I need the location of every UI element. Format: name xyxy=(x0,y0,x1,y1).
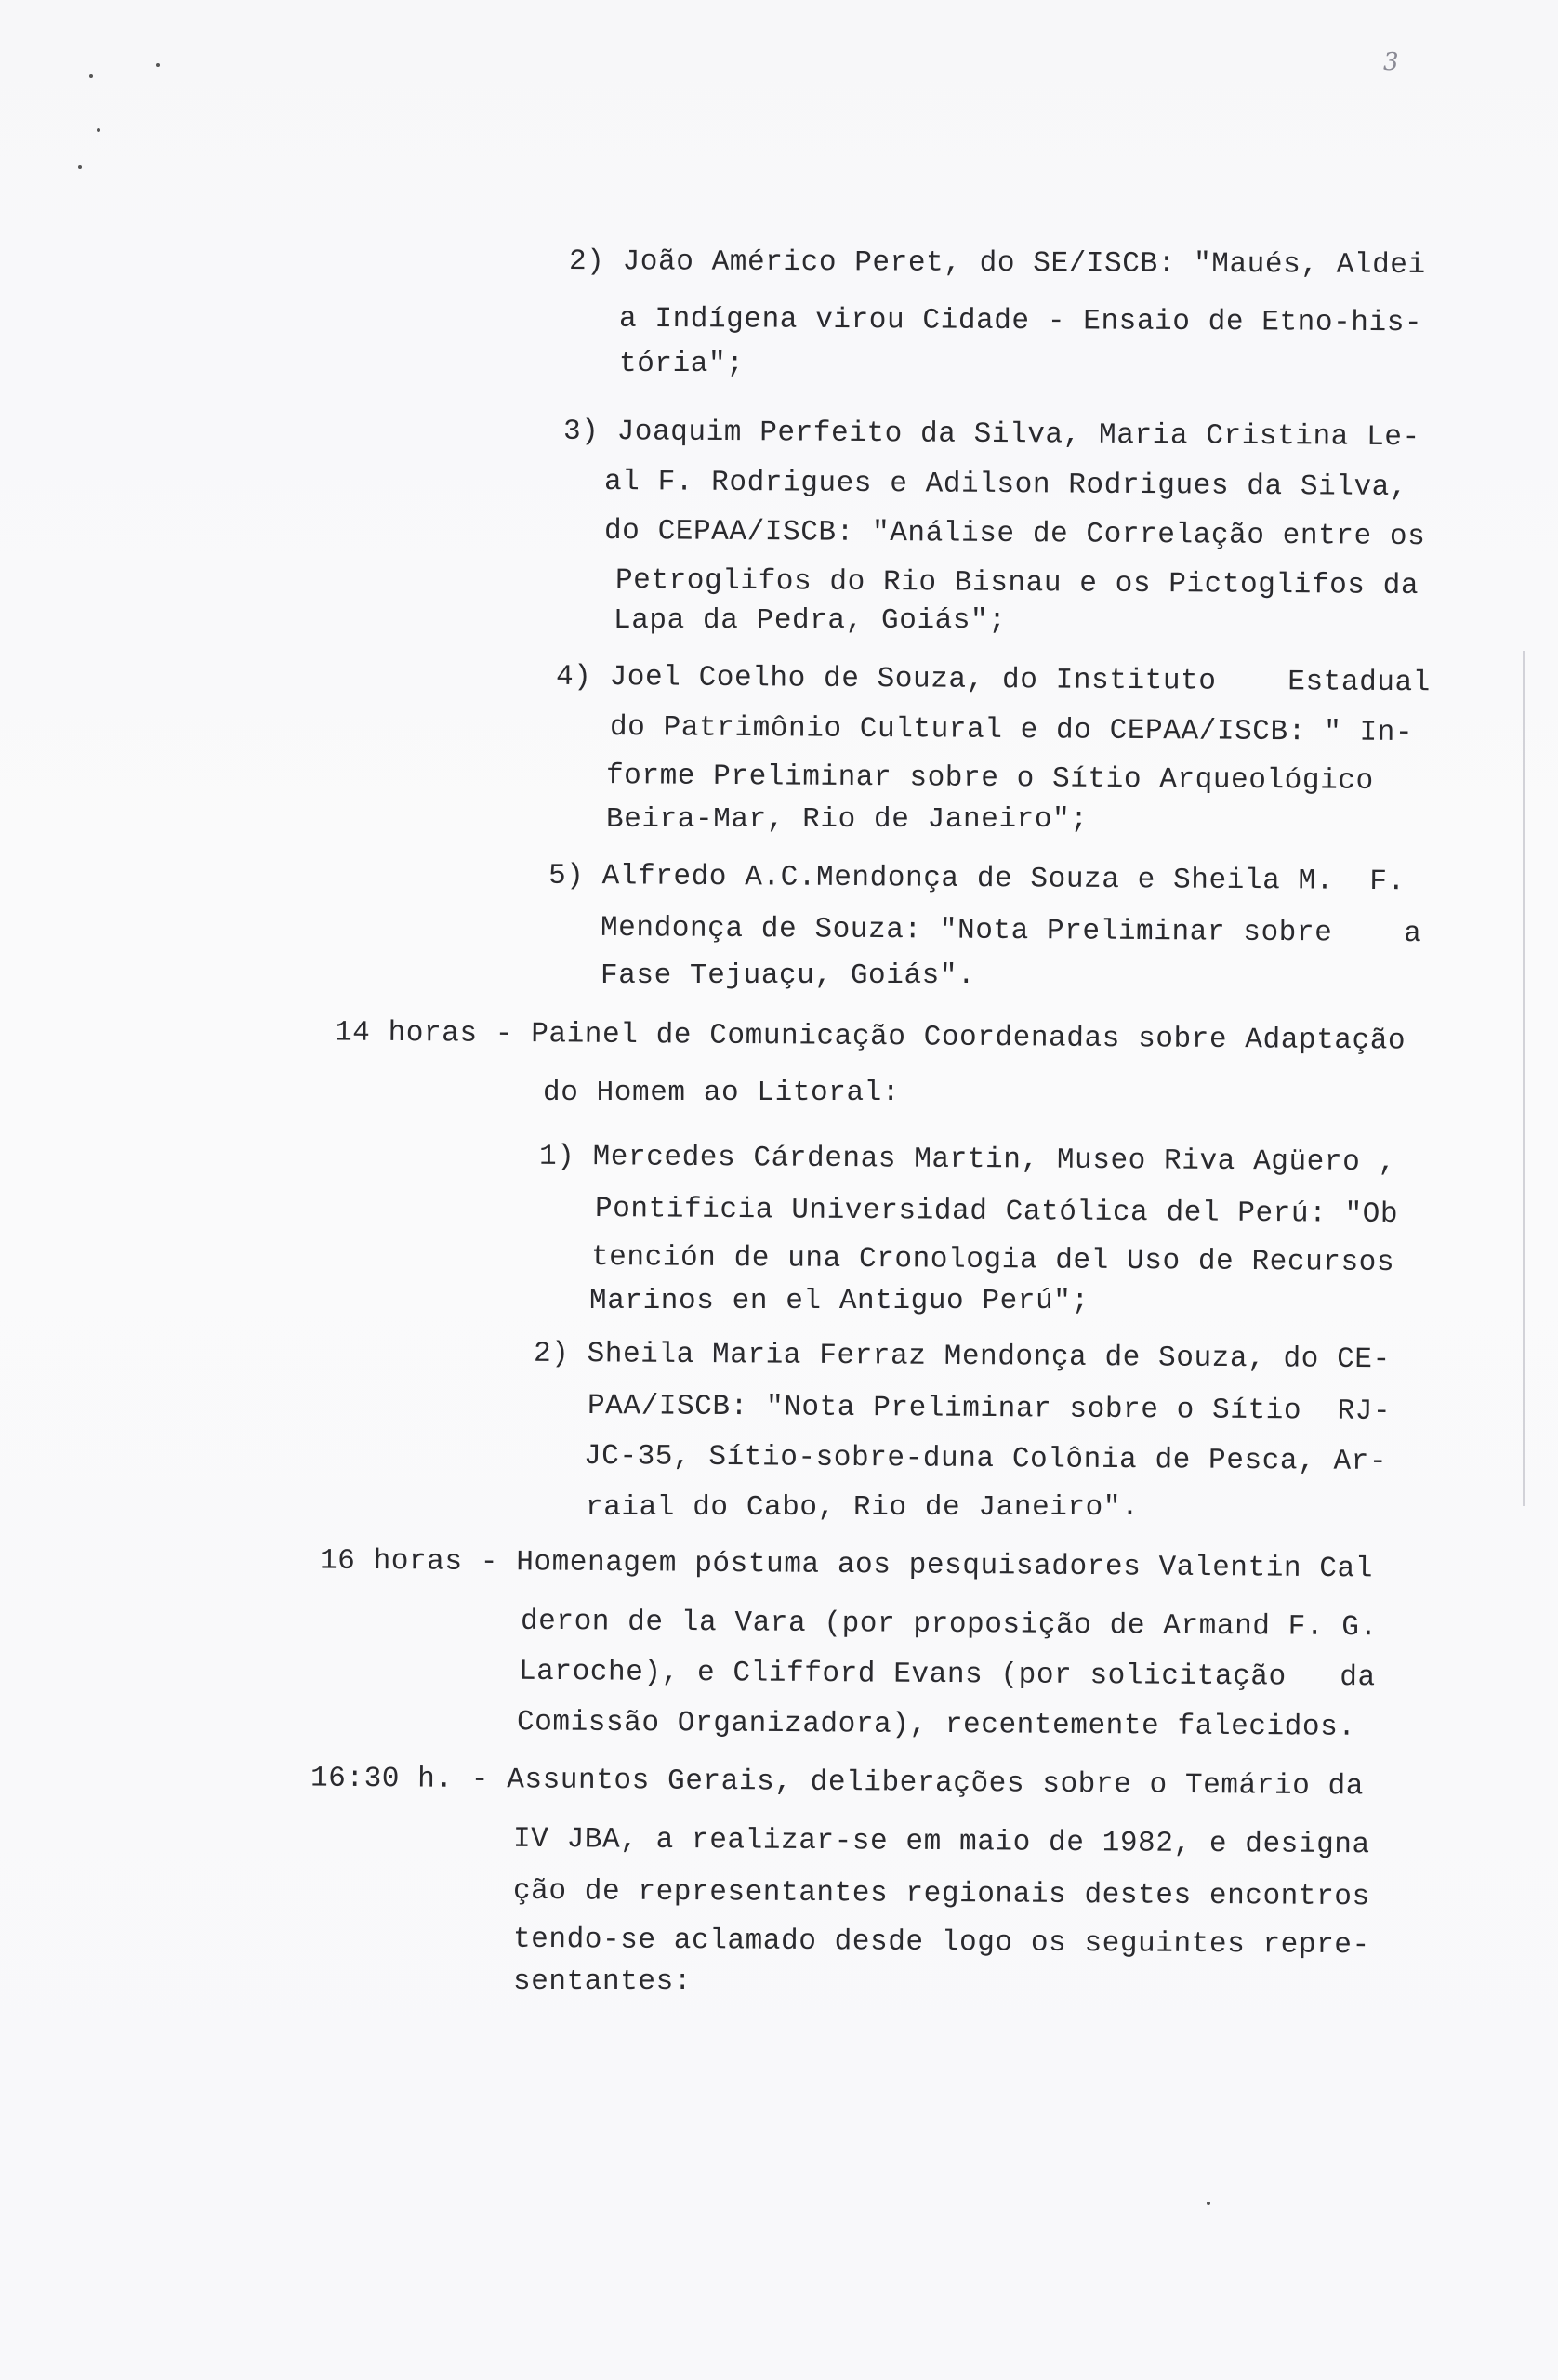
text-line: raial do Cabo, Rio de Janeiro". xyxy=(586,1491,1140,1524)
text-line: 3) Joaquim Perfeito da Silva, Maria Cristina Le- xyxy=(562,415,1420,455)
text-line: IV JBA, a realizar-se em maio de 1982, e designa xyxy=(512,1822,1370,1862)
text-line: do Homem ao Litoral: xyxy=(543,1077,901,1109)
text-line: Pontificia Universidad Católica del Perú: "Ob xyxy=(594,1192,1399,1232)
text-line: Lapa da Pedra, Goiás"; xyxy=(614,604,1007,637)
text-line: 2) Sheila Maria Ferraz Mendonça de Souza, do CE- xyxy=(533,1337,1391,1377)
text-line: tención de una Cronologia del Uso de Recursos xyxy=(590,1240,1395,1280)
text-line: tória"; xyxy=(619,348,745,380)
text-line: Laroche), e Clifford Evans (por solicitação da xyxy=(518,1655,1376,1695)
text-line: Marinos en el Antiguo Perú"; xyxy=(589,1285,1089,1317)
text-line: Comissão Organizadora), recentemente falecidos. xyxy=(516,1706,1356,1744)
text-line: 16:30 h. - Assuntos Gerais, deliberações sobre o Temário da xyxy=(310,1762,1365,1804)
page-number: 3 xyxy=(1383,48,1399,76)
text-line: a Indígena virou Cidade - Ensaio de Etno-his- xyxy=(618,302,1423,340)
paper-speck xyxy=(89,74,93,78)
text-line: PAA/ISCB: "Nota Preliminar sobre o Sítio RJ- xyxy=(587,1389,1392,1429)
text-line: do Patrimônio Cultural e do CEPAA/ISCB: " In- xyxy=(609,710,1414,750)
text-line: 14 horas - Painel de Comunicação Coordenadas sobre Adaptação xyxy=(334,1016,1406,1058)
margin-mark xyxy=(1523,651,1525,1506)
text-line: Mendonça de Souza: "Nota Preliminar sobre a xyxy=(600,911,1422,951)
text-line: Beira-Mar, Rio de Janeiro"; xyxy=(606,803,1089,836)
text-line: sentantes: xyxy=(513,1965,693,1998)
paper-speck xyxy=(1207,2202,1210,2205)
text-line: 1) Mercedes Cárdenas Martin, Museo Riva Agüero , xyxy=(538,1140,1396,1180)
text-line: tendo-se aclamado desde logo os seguintes repre- xyxy=(512,1923,1370,1963)
paper-speck xyxy=(97,128,100,132)
text-line: Petroglifos do Rio Bisnau e os Pictoglifos da xyxy=(614,563,1419,603)
paper-speck xyxy=(156,63,160,67)
text-line: JC-35, Sítio-sobre-duna Colônia de Pesca, Ar- xyxy=(583,1439,1388,1479)
text-line: 5) Alfredo A.C.Mendonça de Souza e Sheila M. F. xyxy=(548,859,1406,899)
text-line: 4) Joel Coelho de Souza, do Instituto Estadual xyxy=(555,660,1432,700)
text-line: al F. Rodrigues e Adilson Rodrigues da Silva, xyxy=(603,465,1408,505)
text-line: Fase Tejuaçu, Goiás". xyxy=(601,959,976,992)
text-line: 16 horas - Homenagem póstuma aos pesquisadores Valentin Cal xyxy=(319,1544,1374,1586)
text-line: do CEPAA/ISCB: "Análise de Correlação entre os xyxy=(603,514,1426,554)
text-line: deron de la Vara (por proposição de Armand F. G. xyxy=(520,1605,1378,1645)
text-line: 2) João Américo Peret, do SE/ISCB: "Maués, Aldei xyxy=(568,245,1426,283)
text-line: forme Preliminar sobre o Sítio Arqueológico xyxy=(605,760,1374,798)
paper-speck xyxy=(78,165,82,169)
text-line: ção de representantes regionais destes encontros xyxy=(512,1874,1370,1914)
